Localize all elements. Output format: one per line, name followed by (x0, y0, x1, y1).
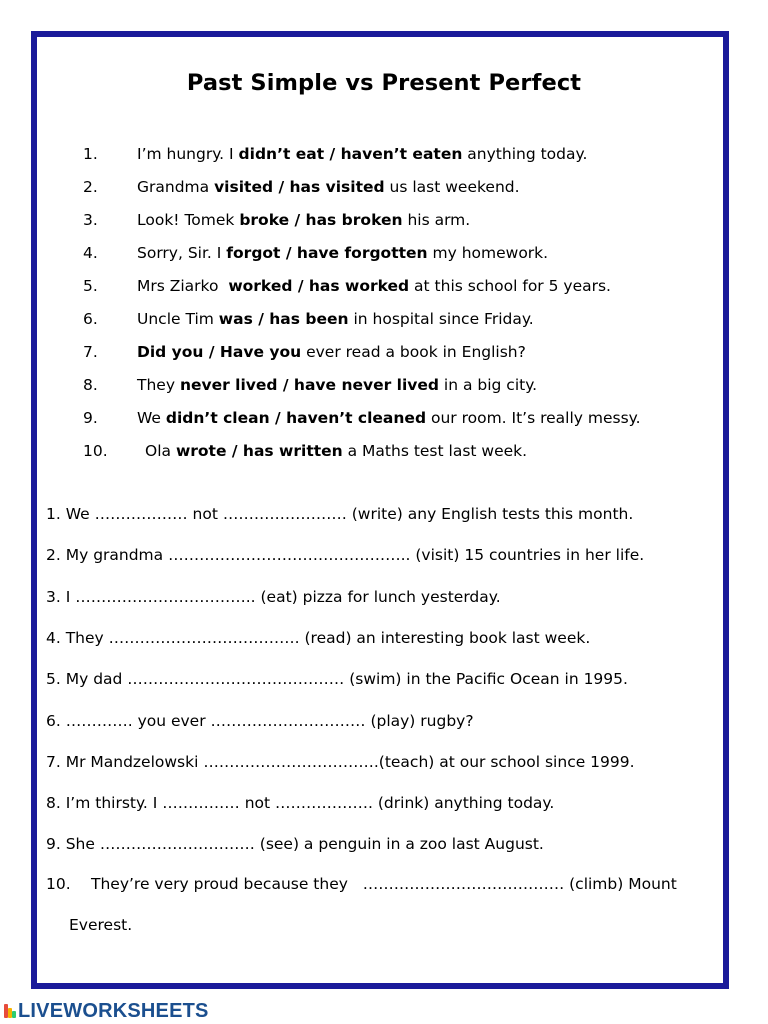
verb-choice[interactable]: worked / has worked (228, 277, 410, 295)
sentence-end: anything today. (462, 145, 588, 163)
verb-choice[interactable]: didn’t clean / haven’t cleaned (165, 409, 427, 427)
logo-icon (4, 1003, 17, 1019)
sentence-start: Grandma (137, 178, 215, 196)
verb-choice[interactable]: visited / has visited (214, 178, 385, 196)
gap-item[interactable]: 4. They ………………………………. (read) an interesting book last week. (46, 628, 591, 647)
choice-item (0, 376, 768, 406)
sentence-end: my homework. (427, 244, 549, 262)
item-number: 10. (46, 874, 71, 893)
verb-choice[interactable]: Did you / Have you (137, 343, 302, 361)
choice-item (0, 409, 768, 439)
verb-choice[interactable]: was / has been (218, 310, 349, 328)
sentence-end: at this school for 5 years. (409, 277, 611, 295)
sentence (137, 277, 611, 295)
sentence (137, 310, 534, 328)
item-number: 9. (83, 409, 98, 427)
sentence (137, 178, 520, 196)
sentence-start: I’m hungry. I (137, 145, 239, 163)
verb-choice[interactable]: wrote / has written (175, 442, 343, 460)
item-number: 8. (83, 376, 98, 394)
gap-item[interactable]: 5. My dad …………………………………… (swim) in the Pacific Ocean in 1995. (46, 670, 628, 689)
choice-item (0, 145, 768, 175)
sentence-start: Uncle Tim (137, 310, 219, 328)
gap-item[interactable]: 3. I …………………………….. (eat) pizza for lunch yesterday. (46, 587, 501, 606)
sentence-start: They (137, 376, 180, 394)
choice-item (0, 310, 768, 340)
sentence-end: in a big city. (438, 376, 538, 394)
sentence-end: ever read a book in English? (301, 343, 526, 361)
worksheet-title: Past Simple vs Present Perfect (186, 70, 582, 96)
sentence-end: in hospital since Friday. (348, 310, 534, 328)
item-number: 5. (83, 277, 98, 295)
choice-item (0, 442, 768, 472)
verb-choice[interactable]: broke / has broken (239, 211, 403, 229)
sentence-start: Mrs Ziarko (137, 277, 229, 295)
sentence (137, 409, 641, 427)
choice-item (0, 244, 768, 274)
gap-item[interactable]: 7. Mr Mandzelowski …………………………….(teach) at our school since 1999. (46, 752, 635, 771)
item-number: 3. (83, 211, 98, 229)
choice-item (0, 178, 768, 208)
gap-item[interactable]: 1. We ……………… not …………………… (write) any English tests this month. (46, 505, 634, 523)
logo-text: LIVEWORKSHEETS (18, 999, 209, 1022)
sentence-start: Ola (145, 442, 176, 460)
sentence (137, 211, 470, 229)
gap-item[interactable] (46, 864, 726, 946)
sentence-end: our room. It’s really messy. (426, 409, 641, 427)
sentence-line: They’re very proud because they ………………………………… (climb) Mount (91, 874, 677, 893)
sentence-start: Look! Tomek (137, 211, 240, 229)
choice-item (0, 277, 768, 307)
sentence-line: Everest. (69, 915, 133, 934)
sentence-start: We (137, 409, 166, 427)
verb-choice[interactable]: didn’t eat / haven’t eaten (238, 145, 463, 163)
item-number: 7. (83, 343, 98, 361)
verb-choice[interactable]: never lived / have never lived (179, 376, 439, 394)
sentence (137, 244, 548, 262)
sentence-end: us last weekend. (384, 178, 520, 196)
choice-item (0, 343, 768, 373)
choice-item (0, 211, 768, 241)
liveworksheets-logo (4, 999, 209, 1023)
verb-choice[interactable]: forgot / have forgotten (226, 244, 428, 262)
gap-item[interactable]: 8. I’m thirsty. I …………… not ………………. (drink) anything today. (46, 794, 555, 813)
sentence (137, 145, 587, 163)
item-number: 2. (83, 178, 98, 196)
sentence (137, 343, 526, 361)
item-number: 6. (83, 310, 98, 328)
sentence-end: his arm. (402, 211, 471, 229)
item-number: 4. (83, 244, 98, 262)
sentence (145, 442, 527, 460)
item-number: 1. (83, 145, 98, 163)
sentence-start: Sorry, Sir. I (137, 244, 227, 262)
sentence (137, 376, 537, 394)
gap-item[interactable]: 6. …………. you ever ………………………… (play) rugby? (46, 711, 474, 730)
gap-item[interactable]: 9. She ………………………… (see) a penguin in a zoo last August. (46, 835, 544, 854)
gap-item[interactable]: 2. My grandma ……………………………………….. (visit) 15 countries in her life. (46, 546, 645, 565)
sentence-end: a Maths test last week. (342, 442, 528, 460)
item-number: 10. (83, 442, 108, 460)
